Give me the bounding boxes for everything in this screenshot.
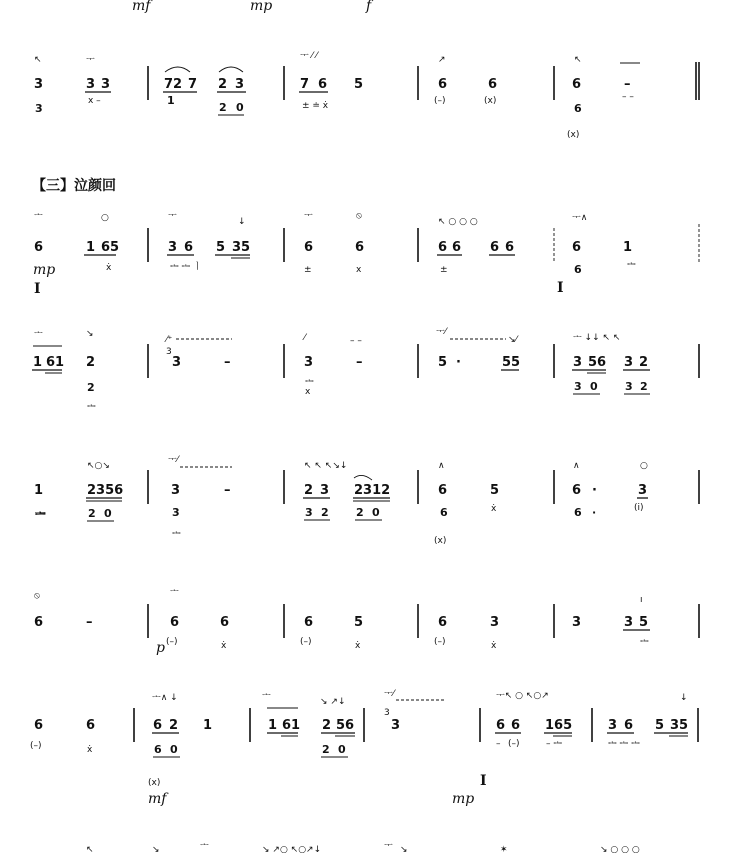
bowing-mark: ᅩ: [34, 211, 43, 221]
mark: (x): [148, 778, 161, 788]
note-lower: 2: [322, 743, 330, 756]
mark: – ᆂ: [546, 739, 563, 749]
note: 1: [623, 240, 633, 255]
mark: ẋ: [106, 263, 112, 273]
note: 6: [318, 77, 328, 92]
dynamic-p: p: [156, 640, 165, 656]
slur: [219, 67, 243, 72]
dynamic-mp: mp: [250, 0, 273, 14]
mark: (x): [434, 536, 447, 546]
note: 6: [572, 483, 582, 498]
note: 3: [34, 77, 44, 92]
note-lower: 0: [590, 380, 598, 393]
note: 3: [490, 615, 500, 630]
mark: ẋ: [87, 745, 93, 755]
note-lower: 6: [574, 263, 582, 276]
note: 56: [588, 355, 607, 370]
note: 3: [624, 615, 634, 630]
system-row-7: [30, 689, 698, 807]
bowing-mark: ᅮ: [304, 211, 313, 221]
note-lower: 6: [574, 506, 582, 519]
mark: (–): [300, 637, 312, 647]
dynamic-f: f: [366, 0, 372, 14]
note: 2356: [87, 483, 124, 498]
note-lower: 3: [574, 380, 582, 393]
bowing-mark: – –: [350, 336, 362, 346]
note-lower: 3: [35, 102, 43, 115]
note-lower: 3: [172, 506, 180, 519]
bowing-mark: ⁄: [304, 333, 306, 343]
grace-note: 3: [384, 708, 390, 718]
system-row-4: [32, 327, 699, 412]
mark: 1: [167, 94, 175, 107]
note: 5: [438, 355, 448, 370]
note: 1: [268, 718, 278, 733]
note: 7: [188, 77, 198, 92]
note: 2: [86, 355, 96, 370]
bowing-mark: ᅮ∧: [572, 213, 588, 223]
roman-marker: I: [480, 773, 487, 789]
note: ·: [456, 355, 461, 370]
mark: ẋ: [355, 641, 361, 651]
bowing-mark: ↘ ○ ○ ○: [600, 845, 640, 853]
bowing-mark: ᅩ: [200, 841, 209, 851]
note: 6: [153, 718, 163, 733]
note: 3: [391, 718, 401, 733]
bowing-mark: ᅩ: [170, 587, 179, 597]
note: –: [224, 483, 231, 498]
note-lower: 2: [356, 506, 364, 519]
note: 3: [101, 77, 111, 92]
note-lower: 0: [104, 507, 112, 520]
mark: ᆂ ᆂ ᆂ: [608, 739, 640, 749]
bowing-mark: ↖ ↖ ↖↘↓: [304, 461, 348, 471]
section-title: 【三】泣颜回: [32, 178, 116, 194]
note: 7: [300, 77, 310, 92]
mark: –: [496, 739, 501, 749]
bowing-mark: ↘: [400, 845, 408, 853]
note: 6: [438, 615, 448, 630]
mark: – –: [622, 92, 634, 102]
note-lower: 2: [88, 507, 96, 520]
note: 1: [33, 355, 43, 370]
mark: (–): [166, 637, 178, 647]
bowing-mark: ↘ ↗↓: [320, 697, 346, 707]
note: 5: [354, 77, 364, 92]
note: 2: [169, 718, 179, 733]
note-lower: 6: [440, 506, 448, 519]
note: 1: [203, 718, 213, 733]
bowing-mark: ↖: [574, 55, 582, 65]
bowing-mark: ᅮ↖ ○ ↖○↗: [496, 691, 549, 701]
bowing-mark: ∧: [573, 461, 580, 471]
dynamic-mf: mf: [148, 791, 167, 807]
note: 6: [488, 77, 498, 92]
note: 5: [655, 718, 665, 733]
note: 6: [34, 240, 44, 255]
bowing-mark: ↖ ○ ○ ○: [438, 217, 478, 227]
note-lower: 2: [87, 381, 95, 394]
system-row-6: [34, 587, 699, 656]
mark: ᆂ ᆂ ㅣ: [170, 262, 202, 272]
note-lower: 6: [154, 743, 162, 756]
note: 6: [511, 718, 521, 733]
bowing-mark: ↘: [152, 845, 160, 853]
mark: ᆂ: [35, 507, 46, 520]
note: 6: [490, 240, 500, 255]
mark: ᆂ: [172, 529, 181, 539]
note: 6: [170, 615, 180, 630]
note: 6: [304, 240, 314, 255]
bowing-mark: ↖: [86, 845, 94, 853]
note: 1: [34, 483, 44, 498]
bowing-mark: ↗: [438, 55, 446, 65]
bowing-mark: ↓: [680, 693, 688, 703]
note: 61: [282, 718, 301, 733]
note: ·: [592, 483, 597, 498]
bowing-mark: ᅮ: [86, 55, 95, 65]
note-lower: 2: [321, 506, 329, 519]
mark: x: [305, 387, 311, 397]
mark: (–): [434, 96, 446, 106]
mark: ±: [304, 265, 312, 275]
system-row-2: [34, 51, 699, 140]
note: 6: [34, 718, 44, 733]
note: 3: [304, 355, 314, 370]
roman-marker: I: [557, 280, 564, 296]
mark: (x): [567, 130, 580, 140]
note: 6: [438, 77, 448, 92]
bowing-mark: ↘: [86, 329, 94, 339]
note: 6: [220, 615, 230, 630]
mark: ± ≐ ẋ: [302, 101, 329, 111]
note: 5: [354, 615, 364, 630]
mark: (–): [508, 739, 520, 749]
note: 56: [336, 718, 355, 733]
bowing-mark: ↘⁄: [508, 335, 518, 345]
system-row-5: [34, 455, 699, 546]
note: 6: [572, 240, 582, 255]
mark: x –: [88, 96, 101, 106]
note: 6: [304, 615, 314, 630]
note: 2: [639, 355, 649, 370]
bowing-mark: ᅮ⁄: [384, 689, 395, 699]
note: –: [86, 615, 93, 630]
note: 5: [216, 240, 226, 255]
slur: [354, 475, 372, 480]
note: –: [624, 77, 631, 92]
bowing-mark: ᅮ: [168, 211, 177, 221]
note: 3: [171, 483, 181, 498]
bowing-mark: ↖○↘: [87, 461, 110, 471]
note: 3: [608, 718, 618, 733]
bowing-mark: ᅮ⁄: [436, 327, 447, 337]
note: 61: [46, 355, 65, 370]
mark: ᆂ: [627, 260, 636, 270]
bowing-mark: ᅩ∧ ↓: [152, 693, 178, 703]
note: 6: [452, 240, 462, 255]
bowing-mark: ⁄⁺: [166, 335, 173, 345]
note: 72: [164, 77, 183, 92]
mark: x: [356, 265, 362, 275]
mark: (–): [30, 741, 42, 751]
bowing-mark: ᅮ: [384, 841, 393, 851]
dynamic-mp: mp: [33, 262, 56, 278]
note: 2: [322, 718, 332, 733]
note: 6: [505, 240, 515, 255]
mark: ᆂ: [305, 377, 314, 387]
note-lower: 3: [305, 506, 313, 519]
note-lower: 6: [574, 102, 582, 115]
mark: ẋ: [221, 641, 227, 651]
note: 3: [572, 615, 582, 630]
bowing-mark: ᅮ ⁄ ⁄: [300, 51, 318, 61]
note: 6: [184, 240, 194, 255]
note-lower: 0: [236, 101, 244, 114]
mark: ᆂ: [640, 637, 649, 647]
bowing-mark: ↖: [34, 55, 42, 65]
note: 2: [218, 77, 228, 92]
note: 5: [639, 615, 649, 630]
note: –: [356, 355, 363, 370]
note: 6: [34, 615, 44, 630]
note: 3: [172, 355, 182, 370]
bowing-mark: ○: [640, 461, 648, 471]
note: –: [224, 355, 231, 370]
bowing-mark: ᅩ: [262, 691, 271, 701]
bowing-mark: ↘ ↗○ ↖○↗↓: [262, 845, 322, 853]
note: 6: [572, 77, 582, 92]
bowing-mark: ⦸: [34, 591, 40, 601]
note: 3: [624, 355, 634, 370]
note: 6: [355, 240, 365, 255]
mark: ±: [440, 265, 448, 275]
note: 35: [232, 240, 251, 255]
note: 6: [624, 718, 634, 733]
note-lower: 0: [372, 506, 380, 519]
bowing-mark: ı: [640, 595, 643, 605]
note: 6: [438, 483, 448, 498]
note-lower: 0: [338, 743, 346, 756]
bowing-mark: ᅩ: [34, 329, 43, 339]
bowing-mark: ᅩ ↓↓ ↖ ↖: [573, 333, 621, 343]
mark: ẋ: [491, 641, 497, 651]
dynamic-mf: mf: [132, 0, 151, 14]
note: 2: [304, 483, 314, 498]
note: 3: [168, 240, 178, 255]
roman-marker: I: [34, 281, 41, 297]
note: 5: [490, 483, 500, 498]
note: 3: [638, 483, 648, 498]
note: 3: [320, 483, 330, 498]
bowing-mark: ᅮ⁄: [168, 455, 179, 465]
note: 6: [438, 240, 448, 255]
bowing-mark: ○: [101, 213, 109, 223]
system-row-3: [33, 211, 699, 297]
note: 6: [86, 718, 96, 733]
note: 3: [235, 77, 245, 92]
bowing-mark: ↓: [238, 217, 246, 227]
bowing-mark: ⦸: [356, 211, 362, 221]
note-lower: 2: [219, 101, 227, 114]
note: 1: [86, 240, 96, 255]
grace-note: 3: [166, 347, 172, 357]
note-lower: 0: [170, 743, 178, 756]
note: 65: [101, 240, 120, 255]
note: 2312: [354, 483, 391, 498]
note: 55: [502, 355, 521, 370]
dynamic-mp: mp: [452, 791, 475, 807]
note: 3: [573, 355, 583, 370]
bowing-mark: ∧: [438, 461, 445, 471]
mark: ᆂ: [87, 402, 96, 412]
note-lower: ·: [592, 506, 597, 519]
bowing-mark: ✶: [500, 845, 508, 853]
mark: ẋ: [491, 504, 497, 514]
slur: [165, 67, 190, 72]
mark: (x): [484, 96, 497, 106]
note: 3: [86, 77, 96, 92]
note: 165: [545, 718, 573, 733]
note-lower: 3: [625, 380, 633, 393]
mark: (–): [434, 637, 446, 647]
note: 35: [670, 718, 689, 733]
mark: (ⅰ): [634, 503, 644, 513]
note-lower: 2: [640, 380, 648, 393]
note: 6: [496, 718, 506, 733]
